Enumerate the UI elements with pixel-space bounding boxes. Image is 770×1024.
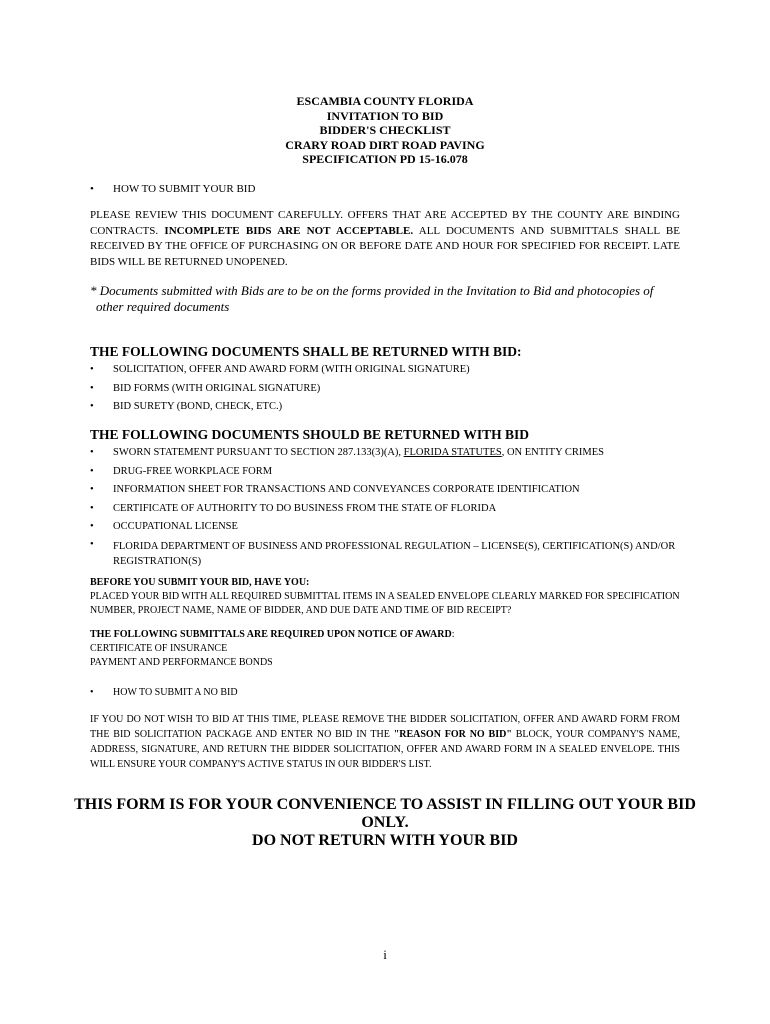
florida-statutes-text: FLORIDA STATUTES [403, 447, 502, 458]
header-checklist: BIDDER'S CHECKLIST [319, 123, 451, 138]
note-line-1: * Documents submitted with Bids are to be on the forms provided in the Invitation to Bid and photocopies of [90, 283, 654, 298]
bullet-icon: • [90, 447, 94, 458]
document-header [0, 94, 770, 167]
bullet-icon: • [90, 538, 94, 550]
header-county: ESCAMBIA COUNTY FLORIDA [296, 94, 474, 108]
page-number: i [383, 947, 387, 962]
review-text-2: ALL DOCUMENTS AND SUBMITTALS SHALL BE RECEIVED BY THE OFFICE OF PURCHASING ON OR BEFORE DATE AND HOUR FOR SPECIFIED FOR RECEIPT. LATE BIDS WILL BE RETURNED UNOPENED. [90, 224, 680, 268]
before-submit-text: PLACED YOUR BID WITH ALL REQUIRED SUBMITTAL ITEMS IN A SEALED ENVELOPE CLEARLY MARKED FOR SPECIFICATION NUMBER, PROJECT NAME, NAME OF BIDDER, AND DUE DATE AND TIME OF BID RECEIPT? [90, 591, 680, 616]
shall-list [90, 361, 680, 417]
should-list [90, 444, 680, 569]
how-to-submit-bullet [90, 182, 680, 198]
bullet-icon: • [90, 484, 94, 495]
bullet-icon: • [90, 364, 94, 375]
reason-for-no-bid-text: "REASON FOR NO BID" [393, 729, 512, 740]
list-item: • BID SURETY (BOND, CHECK, ETC.) [90, 398, 680, 417]
before-submit-section [90, 576, 680, 618]
convenience-line-1: THIS FORM IS FOR YOUR CONVENIENCE TO ASSIST IN FILLING OUT YOUR BID ONLY. [74, 796, 696, 831]
list-item: • DRUG-FREE WORKPLACE FORM [90, 463, 680, 482]
header-project: CRARY ROAD DIRT ROAD PAVING [285, 137, 485, 152]
should-heading: THE FOLLOWING DOCUMENTS SHOULD BE RETURNED WITH BID [90, 427, 529, 442]
header-invitation: INVITATION TO BID [326, 108, 444, 123]
list-item: • OCCUPATIONAL LICENSE [90, 518, 680, 537]
list-item: • CERTIFICATE OF AUTHORITY TO DO BUSINESS FROM THE STATE OF FLORIDA [90, 500, 680, 519]
documents-note [90, 283, 680, 315]
note-line-2: other required documents [96, 299, 230, 314]
award-heading: THE FOLLOWING SUBMITTALS ARE REQUIRED UPON NOTICE OF AWARD [90, 629, 452, 640]
review-text-1: PLEASE REVIEW THIS DOCUMENT CAREFULLY. OFFERS THAT ARE ACCEPTED BY THE COUNTY ARE BINDING CONTRACTS. [90, 209, 680, 237]
header-specification: SPECIFICATION PD 15-16.078 [302, 152, 468, 167]
bullet-icon: • [90, 687, 94, 698]
review-paragraph [90, 208, 680, 270]
award-item-insurance: CERTIFICATE OF INSURANCE [90, 643, 228, 654]
bullet-icon: • [90, 183, 94, 195]
bullet-icon: • [90, 465, 94, 477]
convenience-notice [70, 796, 700, 850]
list-item: • INFORMATION SHEET FOR TRANSACTIONS AND CONVEYANCES CORPORATE IDENTIFICATION [90, 481, 680, 500]
list-item: • SWORN STATEMENT PURSUANT TO SECTION 287.133(3)(A), FLORIDA STATUTES, ON ENTITY CRIMES [90, 444, 680, 463]
bullet-icon: • [90, 401, 94, 412]
no-bid-paragraph: IF YOU DO NOT WISH TO BID AT THIS TIME, PLEASE REMOVE THE BIDDER SOLICITATION, OFFER AND AWARD FORM FROM THE BID SOLICITATION PACKAGE AND ENTER NO BID IN THE "REASON FOR NO BID" BLOCK, YOUR COMPANY'S NAME, ADDRESS, SIGNATURE, AND RETURN THE BIDDER SOLICITATION, OFFER AND AWARD FORM IN A SEALED ENVELOPE. THIS WILL ENSURE YOUR COMPANY'S ACTIVE STATUS IN OUR BIDDER'S LIST. [90, 714, 680, 770]
how-to-submit-label: HOW TO SUBMIT YOUR BID [113, 183, 256, 195]
no-bid-bullet [90, 686, 680, 700]
bullet-icon: • [90, 382, 94, 394]
award-section: THE FOLLOWING SUBMITTALS ARE REQUIRED UPON NOTICE OF AWARD: CERTIFICATE OF INSURANCE PAYMENT AND PERFORMANCE BONDS [90, 628, 680, 670]
convenience-line-2: DO NOT RETURN WITH YOUR BID [252, 832, 518, 849]
award-item-bonds: PAYMENT AND PERFORMANCE BONDS [90, 657, 273, 668]
no-bid-label: HOW TO SUBMIT A NO BID [113, 687, 238, 698]
list-item: • BID FORMS (WITH ORIGINAL SIGNATURE) [90, 380, 680, 399]
list-item: • SOLICITATION, OFFER AND AWARD FORM (WITH ORIGINAL SIGNATURE) [90, 361, 680, 380]
list-item: • FLORIDA DEPARTMENT OF BUSINESS AND PROFESSIONAL REGULATION – LICENSE(S), CERTIFICATION(S) AND/OR REGISTRATION(S) [90, 538, 676, 567]
shall-heading: THE FOLLOWING DOCUMENTS SHALL BE RETURNED WITH BID: [90, 344, 522, 359]
review-bold-text: INCOMPLETE BIDS ARE NOT ACCEPTABLE. [164, 224, 414, 237]
before-submit-heading: BEFORE YOU SUBMIT YOUR BID, HAVE YOU: [90, 577, 310, 588]
bullet-icon: • [90, 521, 94, 532]
bullet-icon: • [90, 502, 94, 514]
